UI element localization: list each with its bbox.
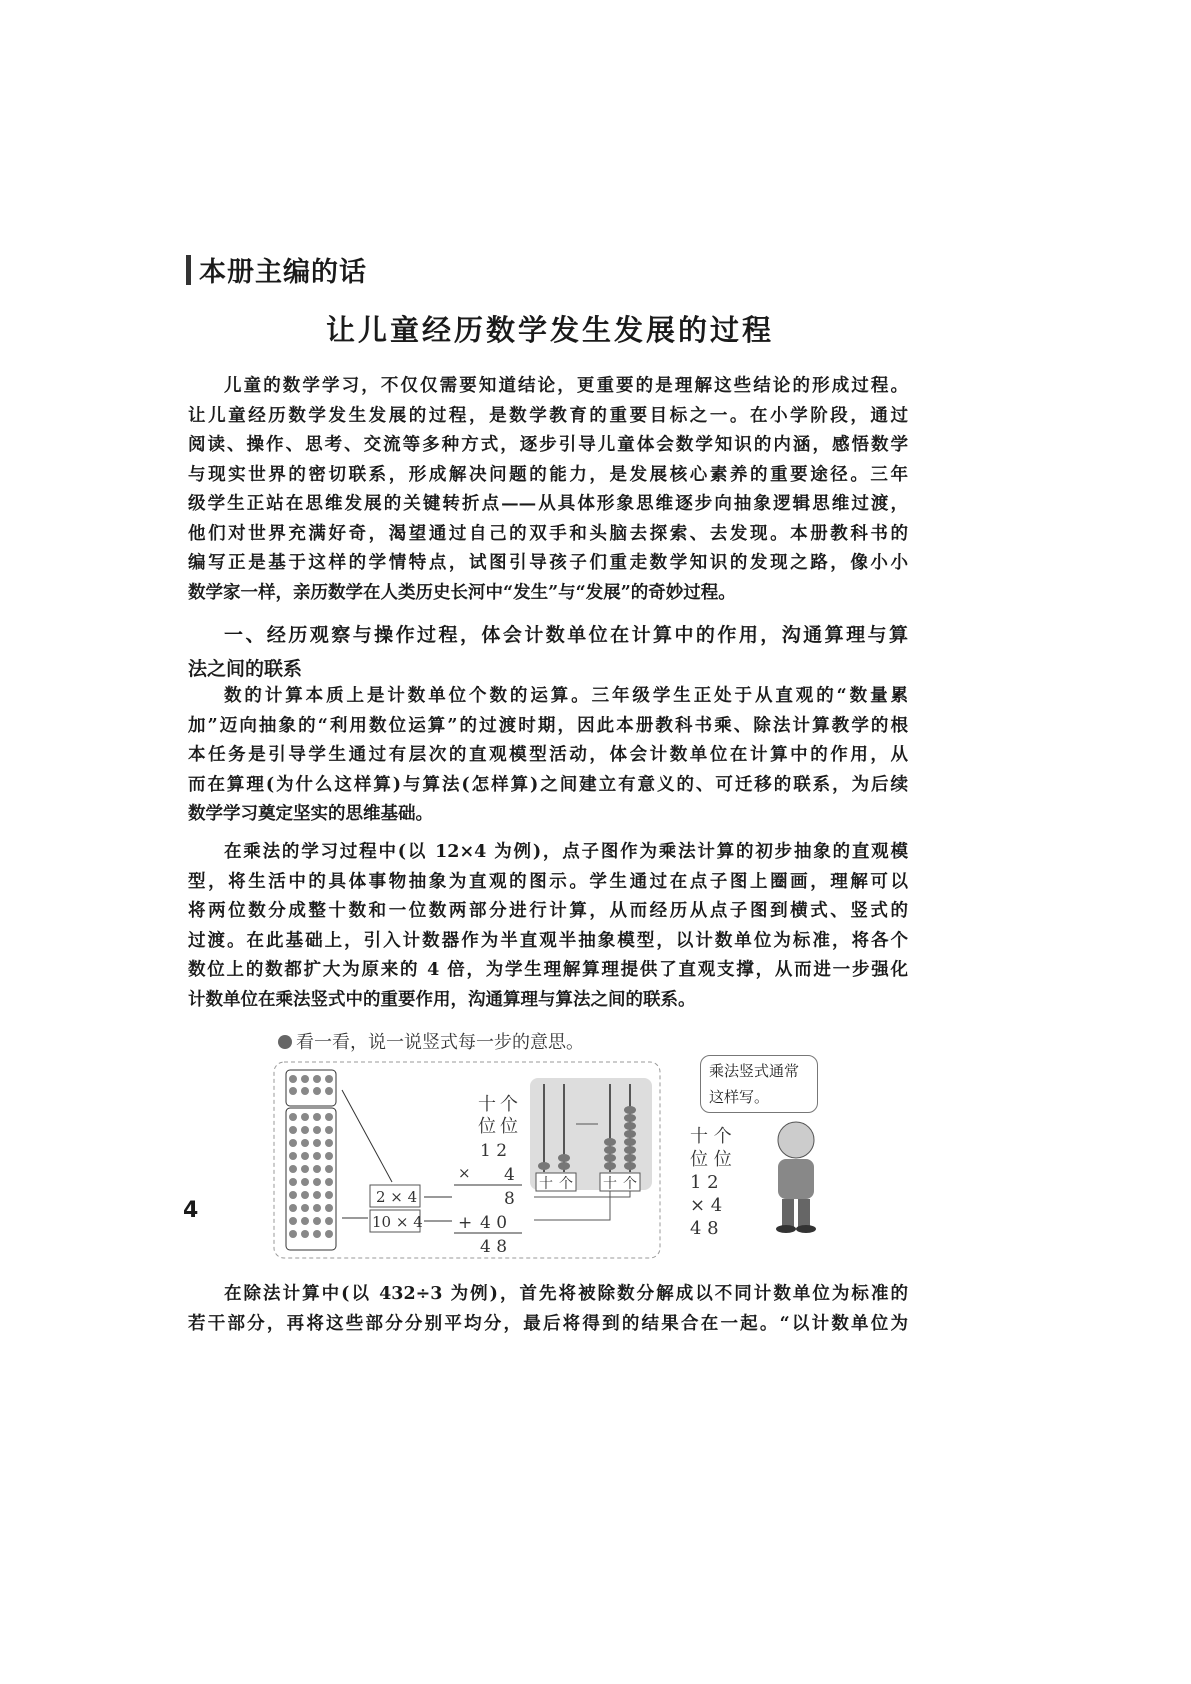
dot: [313, 1075, 321, 1083]
dot: [301, 1152, 309, 1160]
dot: [313, 1139, 321, 1147]
dot-array: [289, 1075, 333, 1238]
text-line: 儿童的数学学习，不仅仅需要知道结论，更重要的是理解这些结论的形成过程。: [224, 376, 908, 396]
bead: [624, 1154, 636, 1162]
text-line: 让儿童经历数学发生发展的过程，是数学教育的重要目标之一。在小学阶段，通过: [188, 405, 908, 426]
paragraph-1: [188, 682, 908, 830]
dot: [325, 1165, 333, 1173]
paragraph-3: [188, 1280, 908, 1339]
page-number: 4: [183, 1198, 199, 1223]
text-line: 本任务是引导学生通过有层次的直观模型活动，体会计数单位在计算中的作用，从: [188, 745, 908, 765]
bead: [624, 1162, 636, 1170]
eq2-text: 10 × 4: [372, 1213, 423, 1231]
bead: [624, 1146, 636, 1154]
place-label: 位: [500, 1116, 518, 1137]
bead: [604, 1138, 616, 1146]
text-line: 过渡。在此基础上，引入计数器作为半直观半抽象模型，以计数单位为标准，将各个: [188, 930, 908, 951]
text-line: 在乘法的学习过程中(以 12×4 为例)，点子图作为乘法计算的初步抽象的直观模: [224, 842, 908, 862]
dot: [325, 1113, 333, 1121]
paragraph-2: [188, 838, 908, 1015]
bead: [624, 1114, 636, 1122]
text-line: 在除法计算中(以 432÷3 为例)，首先将被除数分解成以不同计数单位为标准的: [224, 1284, 908, 1304]
dot: [313, 1217, 321, 1225]
dot: [301, 1126, 309, 1134]
ones-label: 个: [500, 1094, 518, 1115]
counter-tens-label: 十: [539, 1176, 553, 1192]
dot: [325, 1152, 333, 1160]
text-line: 与现实世界的密切联系，形成解决问题的能力，是发展核心素养的重要途径。三年: [188, 464, 908, 485]
plus-sign: +: [458, 1213, 473, 1233]
dot: [313, 1230, 321, 1238]
bead: [624, 1138, 636, 1146]
text-line: 阅读、操作、思考、交流等多种方式，逐步引导儿童体会数学知识的内涵，感悟数学: [188, 435, 908, 455]
text-line: 型，将生活中的具体事物抽象为直观的图示。学生通过在点子图上圈画，理解可以: [188, 871, 908, 892]
dot: [325, 1087, 333, 1095]
dot: [325, 1178, 333, 1186]
text-line: 数学家一样，亲历数学在人类历史长河中“发生”与“发展”的奇妙过程。: [188, 582, 736, 603]
dot: [325, 1126, 333, 1134]
dot: [313, 1204, 321, 1212]
caption-text: 看一看，说一说竖式每一步的意思。: [296, 1032, 584, 1053]
dot: [289, 1139, 297, 1147]
text-line: 法之间的联系: [188, 658, 303, 680]
dot: [289, 1113, 297, 1121]
figure-caption: [278, 1028, 584, 1054]
text-line: 将两位数分成整十数和一位数两部分进行计算，从而经历从点子图到横式、竖式的: [188, 901, 908, 921]
dot: [289, 1126, 297, 1134]
intro-paragraph: [188, 372, 908, 608]
dot: [325, 1230, 333, 1238]
arrow-line: [342, 1090, 392, 1182]
side-line: 位 位: [690, 1149, 732, 1170]
dot: [301, 1178, 309, 1186]
multiplier: 4: [504, 1165, 515, 1185]
bead: [604, 1154, 616, 1162]
text-line: 数的计算本质上是计数单位个数的运算。三年级学生正处于从直观的“数量累: [224, 686, 908, 706]
bead: [558, 1162, 570, 1170]
text-line: 他们对世界充满好奇，渴望通过自己的双手和头脑去探索、去发现。本册教科书的: [188, 523, 908, 544]
dot: [313, 1152, 321, 1160]
dot: [301, 1191, 309, 1199]
dot: [325, 1217, 333, 1225]
dot: [289, 1165, 297, 1173]
partial-1: 8: [504, 1189, 515, 1209]
section-heading: [186, 250, 367, 289]
eq1-text: 2 × 4: [376, 1188, 418, 1206]
text-line: 加”迈向抽象的“利用数位运算”的过渡时期，因此本册教科书乘、除法计算教学的根: [188, 715, 908, 736]
bead: [624, 1106, 636, 1114]
dot: [301, 1217, 309, 1225]
product: 4 8: [480, 1237, 508, 1257]
dot: [289, 1191, 297, 1199]
dot: [325, 1204, 333, 1212]
bead: [624, 1130, 636, 1138]
dot: [289, 1075, 297, 1083]
text-line: 一、经历观察与操作过程，体会计数单位在计算中的作用，沟通算理与算: [224, 624, 908, 646]
dot: [301, 1165, 309, 1173]
counter-tens-label: 十: [603, 1176, 617, 1192]
dot: [289, 1152, 297, 1160]
speech-bubble: 乘法竖式通常这样写。: [700, 1055, 818, 1113]
dot: [313, 1165, 321, 1173]
dot: [289, 1230, 297, 1238]
multiplicand: 1 2: [480, 1141, 508, 1161]
dot: [325, 1075, 333, 1083]
side-line: 4 8: [690, 1218, 719, 1239]
bead: [604, 1162, 616, 1170]
text-line: 计数单位在乘法竖式中的重要作用，沟通算理与算法之间的联系。: [188, 989, 696, 1010]
dot: [301, 1204, 309, 1212]
counter-ones-label: 个: [623, 1176, 637, 1192]
dot: [325, 1191, 333, 1199]
dot: [289, 1217, 297, 1225]
side-line: × 4: [690, 1195, 723, 1216]
text-line: 而在算理(为什么这样算)与算法(怎样算)之间建立有意义的、可迁移的联系，为后续: [188, 774, 908, 795]
dot: [301, 1075, 309, 1083]
times-sign: ×: [458, 1164, 471, 1182]
multiplication-figure: [272, 1060, 672, 1265]
dot: [289, 1087, 297, 1095]
bead: [538, 1162, 550, 1170]
dot: [301, 1230, 309, 1238]
dot: [301, 1113, 309, 1121]
dot: [289, 1204, 297, 1212]
heading-bar: [186, 255, 191, 285]
article-title: 让儿童经历数学发生发展的过程: [325, 313, 774, 347]
dot: [301, 1087, 309, 1095]
text-line: 编写正是基于这样的学情特点，试图引导孩子们重走数学知识的发现之路，像小小: [188, 553, 908, 573]
dot: [313, 1191, 321, 1199]
text-line: 级学生正站在思维发展的关键转折点——从具体形象思维逐步向抽象逻辑思维过渡，: [188, 494, 908, 514]
side-calculation: [690, 1125, 732, 1240]
dot: [313, 1113, 321, 1121]
bullet-icon: [278, 1035, 292, 1049]
text-line: 若干部分，再将这些部分分别平均分，最后将得到的结果合在一起。“以计数单位为: [188, 1313, 908, 1334]
bead: [558, 1154, 570, 1162]
dot: [301, 1139, 309, 1147]
place-label: 位: [478, 1116, 496, 1137]
text-line: 数位上的数都扩大为原来的 4 倍，为学生理解算理提供了直观支撑，从而进一步强化: [188, 960, 908, 980]
teacher-illustration: [760, 1115, 830, 1235]
bead: [604, 1146, 616, 1154]
dot: [313, 1126, 321, 1134]
side-line: 十 个: [690, 1126, 732, 1147]
counter-ones-label: 个: [559, 1176, 573, 1192]
dot: [289, 1178, 297, 1186]
tens-label: 十: [478, 1094, 496, 1115]
partial-2: 4 0: [480, 1213, 508, 1233]
text-line: 数学学习奠定坚实的思维基础。: [188, 804, 433, 824]
dot: [325, 1139, 333, 1147]
side-line: 1 2: [690, 1172, 719, 1193]
dot: [313, 1178, 321, 1186]
bead: [624, 1122, 636, 1130]
arrow-line: [534, 1191, 610, 1220]
subheading: [188, 618, 908, 686]
dot: [313, 1087, 321, 1095]
section-heading-text: 本册主编的话: [199, 257, 367, 288]
